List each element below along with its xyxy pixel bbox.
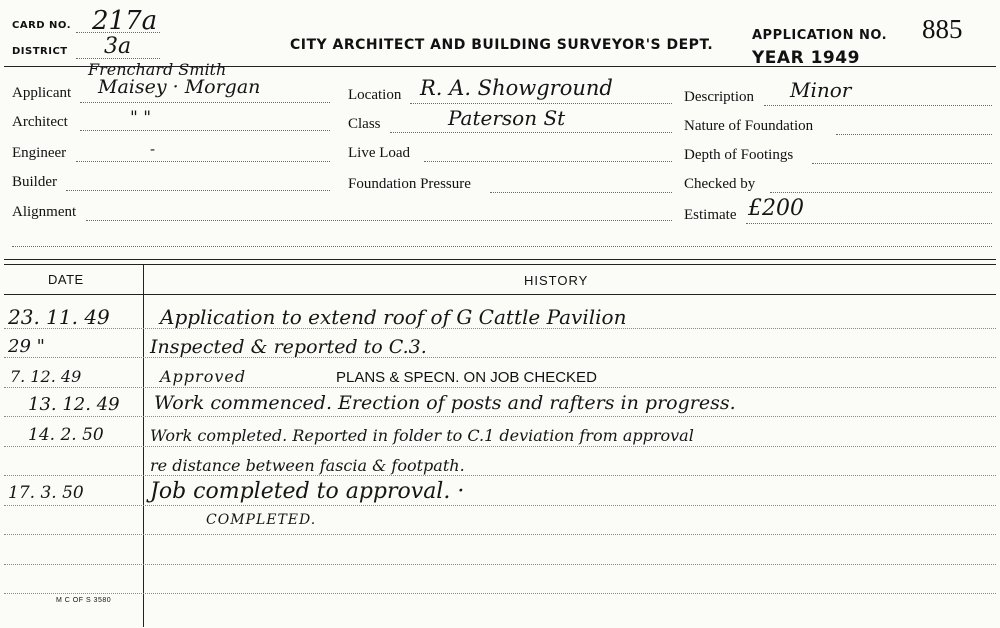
row-4-date: 13. 12. 49 (28, 394, 120, 415)
card-no-value: 217a (92, 6, 158, 36)
applicant-value-line1: Frenchard Smith (88, 60, 227, 79)
row-5-date: 14. 2. 50 (28, 425, 104, 445)
builder-label: Builder (12, 174, 57, 190)
row-3-date: 7. 12. 49 (10, 367, 82, 386)
dept-title: CITY ARCHITECT AND BUILDING SURVEYOR'S DEPT. (290, 37, 714, 53)
foundation-pressure-label: Foundation Pressure (348, 176, 471, 192)
row-line (4, 475, 996, 476)
application-no-label: APPLICATION NO. (752, 28, 888, 43)
row-2-date: 29 " (8, 336, 45, 357)
row-line (4, 564, 996, 565)
row-line (4, 505, 996, 506)
applicant-line (80, 102, 330, 103)
row-line (4, 446, 996, 447)
row-1-text: Application to extend roof of G Cattle Pavilion (160, 305, 627, 329)
description-value: Minor (790, 78, 852, 102)
checked-by-label: Checked by (684, 176, 756, 192)
estimate-line (746, 223, 992, 224)
blank-line (12, 246, 992, 247)
row-2-text: Inspected & reported to C.3. (150, 336, 427, 358)
date-header: DATE (48, 272, 84, 287)
description-line (764, 105, 992, 106)
nature-of-foundation-line (836, 134, 992, 135)
class-line (390, 132, 672, 133)
table-top-rule-2 (4, 264, 996, 265)
engineer-value: - (150, 140, 156, 158)
location-label: Location (348, 87, 402, 103)
card-no-label: CARD NO. (12, 20, 72, 31)
applicant-value-line2: Maisey · Morgan (98, 76, 261, 98)
year-label: YEAR 1949 (752, 48, 860, 68)
row-7-text: Job completed to approval. · (150, 479, 465, 504)
application-no-value: 885 (922, 14, 963, 44)
row-3-stamp: PLANS & SPECN. ON JOB CHECKED (336, 369, 597, 386)
checked-by-line (770, 192, 992, 193)
row-4-text: Work commenced. Erection of posts and rafters in progress. (154, 392, 736, 414)
row-5-text: Work completed. Reported in folder to C.1 deviation from approval (150, 426, 694, 445)
history-header: HISTORY (524, 273, 589, 288)
estimate-label: Estimate (684, 207, 737, 223)
architect-label: Architect (12, 114, 68, 130)
location-line (410, 103, 672, 104)
builder-line (66, 190, 330, 191)
table-header-rule (4, 294, 996, 295)
district-value: 3a (104, 34, 132, 59)
location-value: R. A. Showground (420, 76, 613, 100)
estimate-value: £200 (748, 196, 804, 221)
class-value: Paterson St (448, 106, 566, 130)
alignment-label: Alignment (12, 204, 77, 220)
row-6-text: re distance between fascia & footpath. (150, 456, 465, 475)
live-load-line (424, 161, 672, 162)
row-line (4, 534, 996, 535)
row-line (4, 387, 996, 388)
table-top-rule-1 (4, 259, 996, 260)
form-code: M C OF S 3580 (56, 597, 112, 604)
row-line (4, 593, 996, 594)
district-label: DISTRICT (12, 46, 68, 57)
class-label: Class (348, 116, 381, 132)
depth-of-footings-line (812, 163, 992, 164)
engineer-label: Engineer (12, 145, 67, 161)
description-label: Description (684, 89, 754, 105)
row-line (4, 416, 996, 417)
alignment-line (86, 220, 672, 221)
nature-of-foundation-label: Nature of Foundation (684, 118, 814, 134)
applicant-label: Applicant (12, 85, 72, 101)
row-7-date: 17. 3. 50 (8, 483, 84, 503)
row-1-date: 23. 11. 49 (8, 305, 110, 329)
foundation-pressure-line (490, 192, 672, 193)
depth-of-footings-label: Depth of Footings (684, 147, 794, 163)
engineer-line (76, 161, 330, 162)
live-load-label: Live Load (348, 145, 411, 161)
row-3-text: Approved (160, 367, 247, 386)
architect-value: " " (130, 108, 152, 128)
row-8-text: COMPLETED. (206, 512, 317, 528)
architect-line (80, 130, 330, 131)
